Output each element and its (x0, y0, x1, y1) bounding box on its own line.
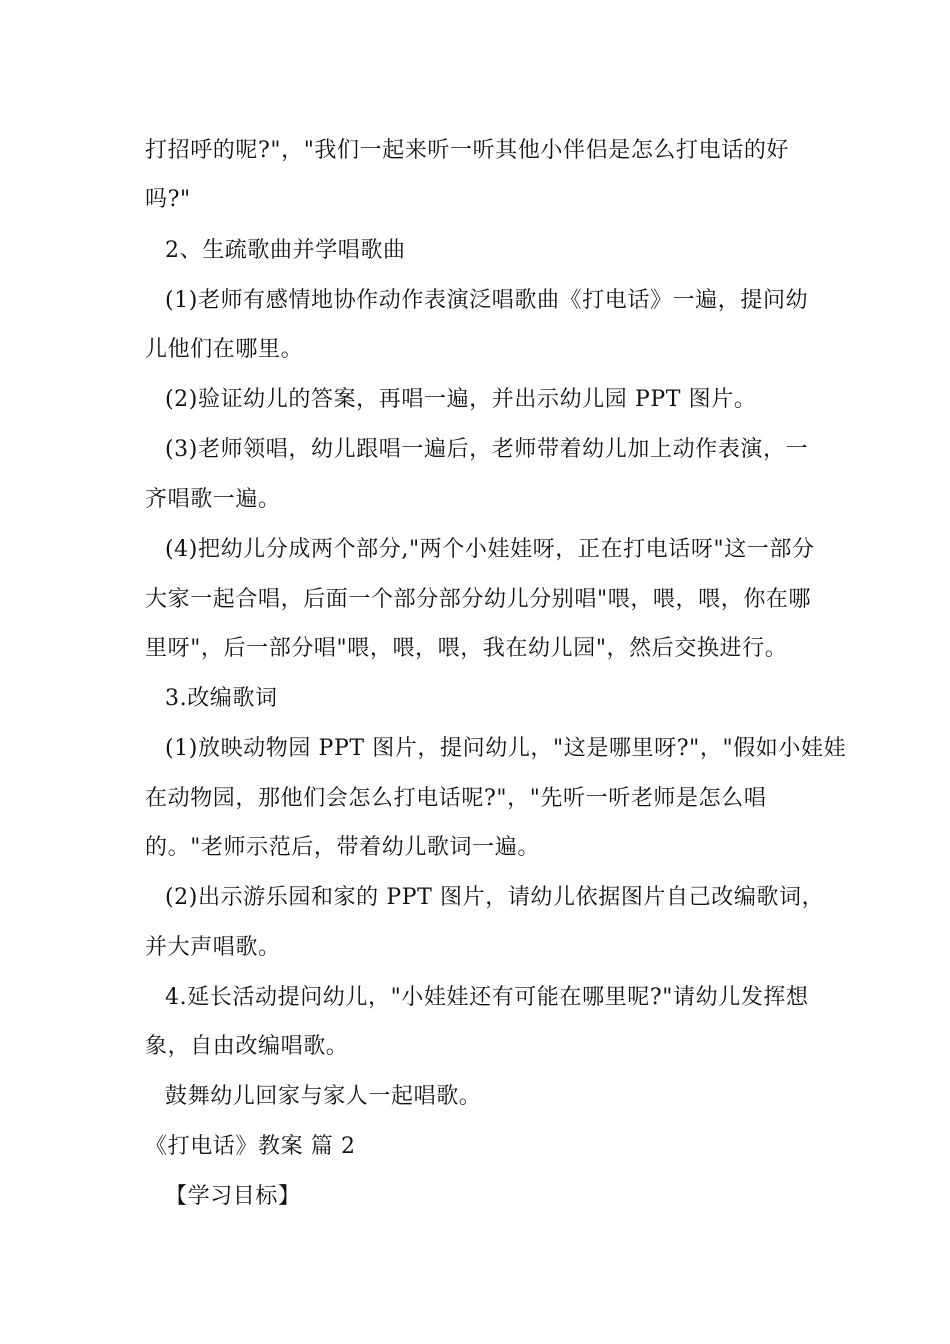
text-line: 里呀"，后一部分唱"喂，喂，喂，我在幼儿园"，然后交换进行。 (145, 636, 788, 661)
text-line: (2)出示游乐园和家的 PPT 图片，请幼儿依据图片自己改编歌词， (165, 885, 825, 910)
section-heading: 4.延长活动提问幼儿，"小娃娃还有可能在哪里呢?"请幼儿发挥想 (165, 985, 809, 1010)
text-line: 并大声唱歌。 (145, 935, 281, 960)
text-line: (3)老师领唱，幼儿跟唱一遍后，老师带着幼儿加上动作表演，一 (165, 437, 809, 462)
text-line: 的。"老师示范后，带着幼儿歌词一遍。 (145, 835, 540, 860)
section-heading: 3.改编歌词 (165, 686, 278, 711)
text-line: 象，自由改编唱歌。 (145, 1034, 349, 1059)
text-line: (2)验证幼儿的答案，再唱一遍，并出示幼儿园 PPT 图片。 (165, 387, 757, 412)
text-line: 齐唱歌一遍。 (145, 487, 281, 512)
text-line: 吗?" (145, 187, 191, 212)
text-line: 鼓舞幼儿回家与家人一起唱歌。 (165, 1084, 482, 1109)
text-line: (1)放映动物园 PPT 图片，提问幼儿，"这是哪里呀?"，"假如小娃娃 (165, 736, 847, 761)
section-heading: 2、生疏歌曲并学唱歌曲 (165, 238, 406, 263)
text-line: 在动物园，那他们会怎么打电话呢?"，"先听一听老师是怎么唱 (145, 786, 767, 811)
text-line: (4)把幼儿分成两个部分,"两个小娃娃呀，正在打电话呀"这一部分 (165, 537, 815, 562)
section-heading: 【学习目标】 (165, 1184, 301, 1209)
lesson-title: 《打电话》教案 篇 2 (145, 1134, 356, 1159)
text-line: 打招呼的呢?"，"我们一起来听一听其他小伴侣是怎么打电话的好 (145, 138, 790, 163)
text-line: 儿他们在哪里。 (145, 337, 304, 362)
text-line: 大家一起合唱，后面一个部分部分幼儿分别唱"喂，喂，喂，你在哪 (145, 587, 812, 612)
text-line: (1)老师有感情地协作动作表演泛唱歌曲《打电话》一遍，提问幼 (165, 288, 809, 313)
